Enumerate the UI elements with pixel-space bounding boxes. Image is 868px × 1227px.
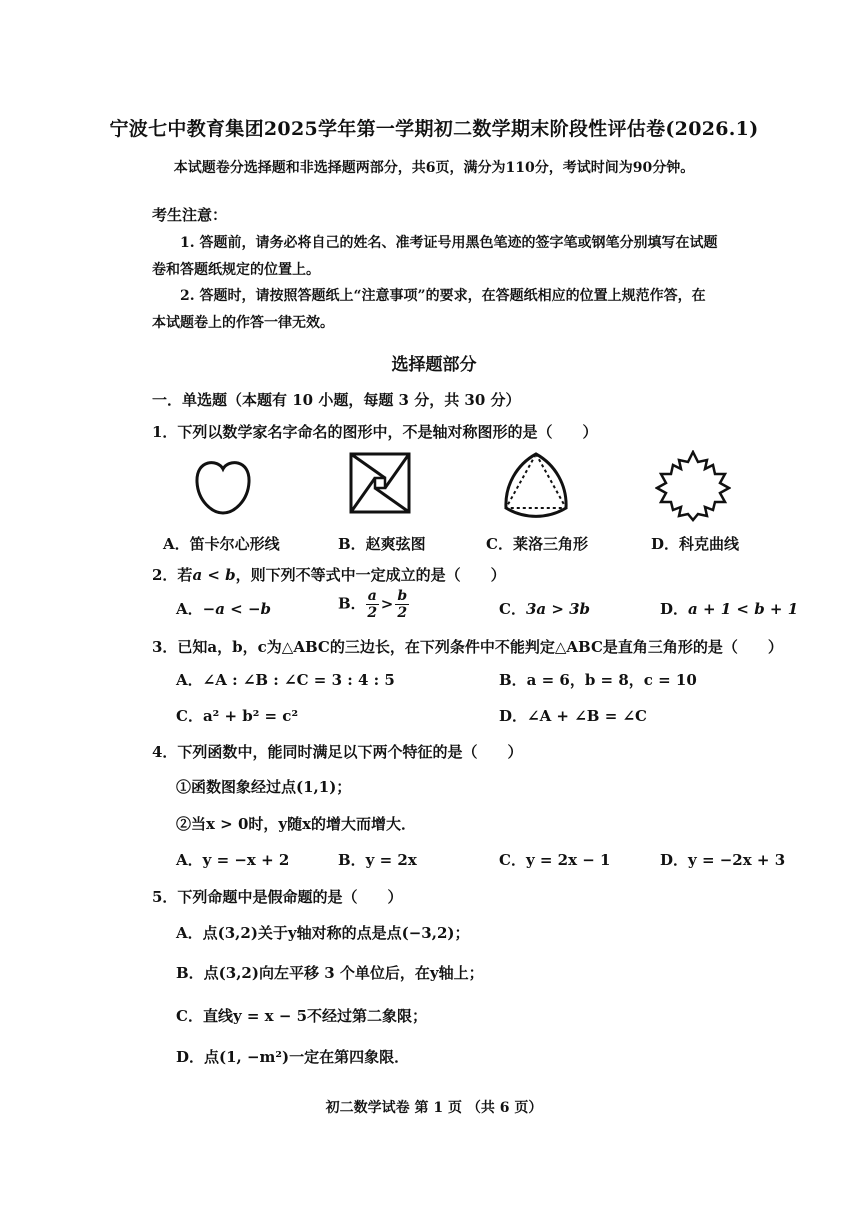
- section-title: 选择题部分: [391, 355, 477, 375]
- question-4-stem: 4．下列函数中，能同时满足以下两个特征的是（ ）: [152, 743, 523, 761]
- exam-info: 本试题卷分选择题和非选择题两部分，共6页，满分为110分，考试时间为90分钟。: [173, 160, 695, 176]
- fraction-numerator: a: [367, 588, 377, 604]
- question-4-option-b[interactable]: B．y = 2x: [338, 851, 417, 869]
- question-1-option-a[interactable]: A．笛卡尔心形线: [163, 535, 280, 553]
- fraction-b-over-2: [395, 589, 409, 620]
- page-title: 宁波七中教育集团2025学年第一学期初二数学期末阶段性评估卷(2026.1): [109, 118, 759, 140]
- question-2-stem-math: a < b: [192, 566, 236, 584]
- question-2-option-a-math: −a < −b: [202, 600, 271, 618]
- question-2-stem-prefix: 2．若: [152, 566, 193, 584]
- cardioid-icon: [192, 455, 254, 517]
- question-2-option-d-label: D．: [660, 600, 689, 618]
- question-5-option-c[interactable]: C．直线y = x − 5不经过第二象限；: [176, 1007, 428, 1025]
- question-2-stem-suffix: ，则下列不等式中一定成立的是（ ）: [235, 566, 506, 584]
- notice-item-1-line-2: 卷和答题纸规定的位置上。: [152, 262, 320, 278]
- part-heading: 一．单选题（本题有 10 小题，每题 3 分，共 30 分）: [152, 391, 521, 409]
- notice-heading: 考生注意：: [152, 206, 228, 224]
- question-2-option-b[interactable]: [338, 589, 409, 620]
- question-4-condition-2: ②当x > 0时，y随x的增大而增大．: [176, 815, 417, 833]
- question-1-stem: 1．下列以数学家名字命名的图形中，不是轴对称图形的是（ ）: [152, 423, 598, 441]
- zhao-shuang-chord-diagram-icon: [349, 452, 411, 514]
- question-5-option-a[interactable]: A．点(3,2)关于y轴对称的点是点(−3,2)；: [176, 924, 470, 942]
- question-1-option-b[interactable]: B．赵爽弦图: [338, 535, 426, 553]
- question-3-option-c[interactable]: C．a² + b² = c²: [176, 707, 299, 725]
- notice-item-1-line-1: 1. 答题前，请务必将自己的姓名、准考证号用黑色笔迹的签字笔或钢笔分别填写在试题: [180, 235, 718, 251]
- question-3-stem: 3．已知a，b，c为△ABC的三边长，在下列条件中不能判定△ABC是直角三角形的是（ ）: [152, 638, 783, 656]
- question-3-option-a[interactable]: A．∠A : ∠B : ∠C = 3 : 4 : 5: [176, 671, 395, 689]
- question-2-option-d[interactable]: [660, 598, 798, 619]
- question-5-option-b[interactable]: B．点(3,2)向左平移 3 个单位后，在y轴上；: [176, 964, 484, 982]
- notice-item-2-line-2: 本试题卷上的作答一律无效。: [152, 315, 334, 331]
- question-2-option-b-label: B．: [338, 594, 366, 613]
- question-4-option-c[interactable]: C．y = 2x − 1: [499, 851, 611, 869]
- fraction-numerator: b: [397, 588, 408, 604]
- question-2-option-a-label: A．: [176, 600, 203, 618]
- question-2-stem: [152, 564, 506, 585]
- fraction-denominator: 2: [367, 605, 378, 621]
- question-1-option-d[interactable]: D．科克曲线: [651, 535, 740, 553]
- comparison-operator: >: [380, 594, 394, 613]
- page-footer: 初二数学试卷 第 1 页 （共 6 页）: [325, 1100, 543, 1116]
- question-2-option-a[interactable]: [176, 598, 271, 619]
- question-2-option-c-label: C．: [499, 600, 526, 618]
- reuleaux-triangle-icon: [500, 450, 572, 518]
- fraction-a-over-2: [366, 589, 379, 620]
- question-2-option-c[interactable]: [499, 598, 590, 619]
- fraction-denominator: 2: [397, 605, 408, 621]
- question-4-condition-1: ①函数图象经过点(1,1)；: [176, 778, 352, 796]
- question-1-option-c[interactable]: C．莱洛三角形: [486, 535, 588, 553]
- notice-item-2-line-1: 2. 答题时，请按照答题纸上“注意事项”的要求，在答题纸相应的位置上规范作答，在: [180, 288, 706, 304]
- question-4-option-d[interactable]: D．y = −2x + 3: [660, 851, 786, 869]
- question-2-option-d-math: a + 1 < b + 1: [688, 600, 799, 618]
- question-3-option-b[interactable]: B．a = 6，b = 8，c = 10: [499, 671, 697, 689]
- question-3-option-d[interactable]: D．∠A + ∠B = ∠C: [499, 707, 647, 725]
- koch-snowflake-icon: [655, 450, 731, 522]
- question-5-option-d[interactable]: D．点(1, −m²)一定在第四象限．: [176, 1048, 410, 1066]
- question-5-stem: 5．下列命题中是假命题的是（ ）: [152, 888, 403, 906]
- question-4-option-a[interactable]: A．y = −x + 2: [176, 851, 290, 869]
- question-2-option-c-math: 3a > 3b: [525, 600, 591, 618]
